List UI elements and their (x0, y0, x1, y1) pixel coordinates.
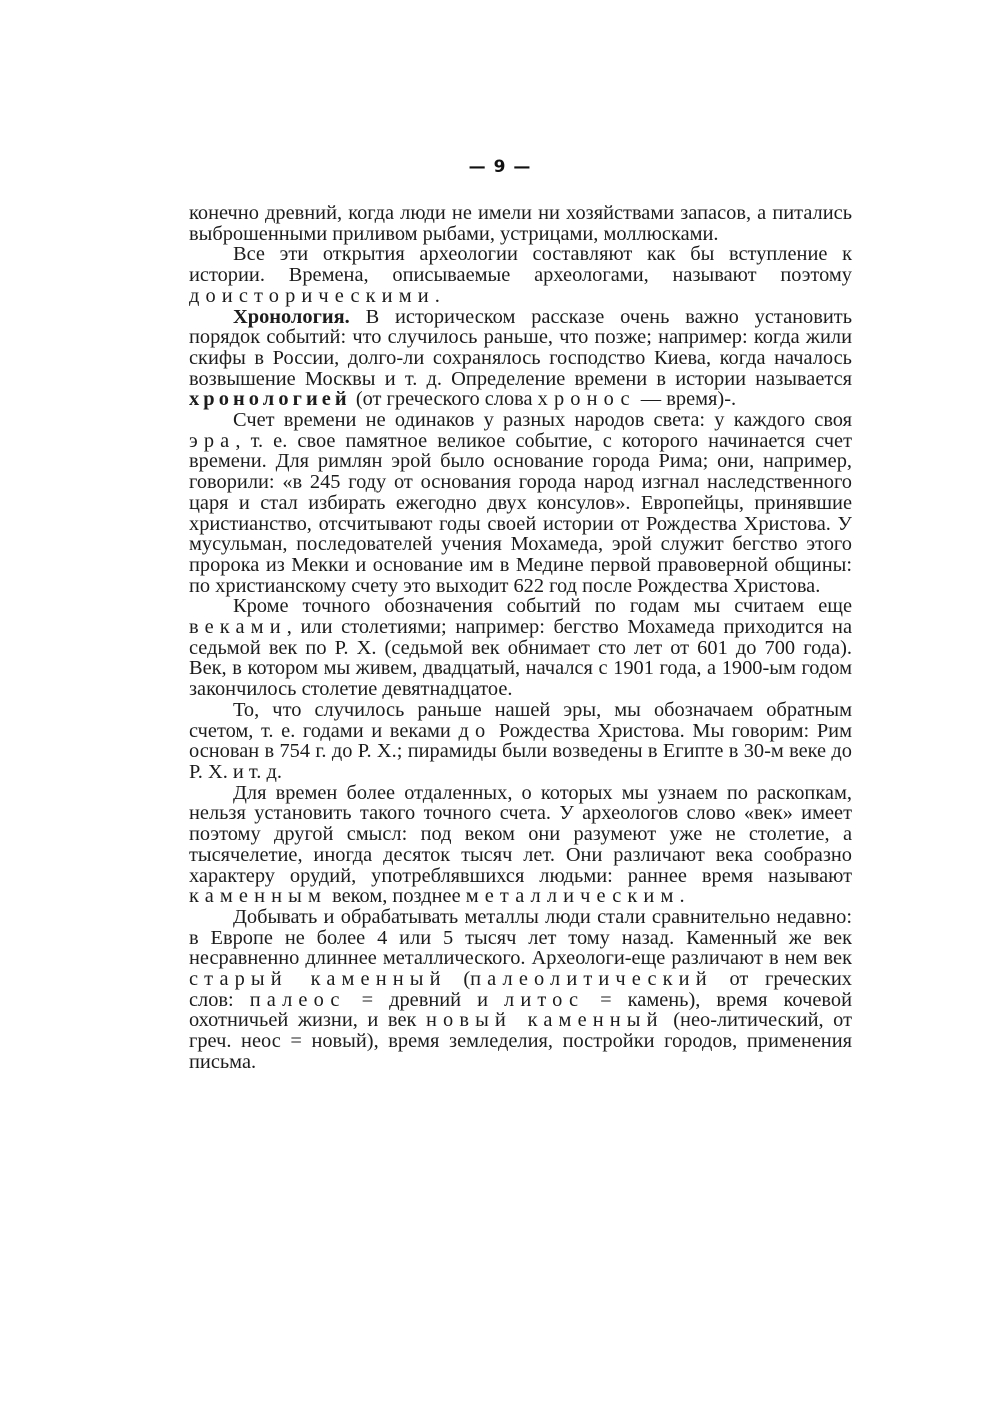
text-run: . (679, 885, 685, 908)
text-run: Добывать и обрабатывать металлы люди стали сравнительно недавно: в Европе не более 4 или 5 тысяч лет тому назад. Каменный же век несравненно длиннее металлического. Археологи-еще различают в нем век (189, 905, 852, 970)
paragraph (189, 203, 852, 244)
text-run: . (434, 284, 440, 307)
spaced-term: хронос (537, 388, 636, 411)
text-run: Рождества Христова. Мы говорим: Рим основан в 754 г. до Р. Х.; пирамиды были возведены в Египте в 30-м веке до Р. Х. и т. д. (189, 719, 852, 783)
spaced-term: веками (189, 616, 287, 639)
spaced-term: каменным (189, 885, 327, 908)
text-run: = древний и (345, 988, 505, 1011)
emphasized-term: хронологией (189, 388, 351, 411)
text-run: = камень), время кочевой охотничьей жизни, и век (189, 988, 853, 1032)
text-run: , или столетиями; например: бегство Мохамеда приходится на седьмой век по Р. Х. (седьмой век обнимает сто лет от 601 до 700 года). Век, в котором мы живем, двадцатый, начался с 1901 года, а 1900-ым годом закончилось столетие девятнадцатое. (189, 616, 852, 701)
text-run: В историческом рассказе очень важно установить порядок событий: что случилось раньше, что позже; например: когда жили скифы в России, долго-ли сохранялось господство Киева, когда началось возвышение Москвы и т. д. Определение времени в истории называется (189, 305, 852, 390)
paragraph (189, 244, 852, 306)
spaced-term: до (458, 719, 492, 742)
text-run: Счет времени не одинаков у разных народов света: у каждого своя (233, 409, 852, 432)
text-run: Кроме точного обозначения событий по годам мы считаем еще (233, 595, 852, 618)
page-number: — 9 — (468, 157, 532, 177)
paragraph (189, 410, 852, 596)
text-run: от греческих слов: (189, 968, 852, 1011)
spaced-term: литос (504, 988, 585, 1011)
text-run: (нео-литический, от греч. неос = новый), время земледелия, постройки городов, применения письма. (189, 1009, 853, 1073)
text-run: Все эти открытия археологии составляют как бы вступление к истории. Времена, описываемые археологами, называют поэтому (189, 243, 852, 287)
spaced-term: доисторическими (189, 284, 435, 307)
spaced-term: эра (189, 429, 236, 452)
paragraph (189, 700, 852, 783)
paragraph (189, 596, 852, 700)
paragraph (189, 783, 852, 907)
spaced-term: новый каменный (426, 1009, 664, 1032)
text-run: (от греческого слова (350, 388, 538, 411)
spaced-term: палеос (249, 988, 346, 1011)
text-run: ( (446, 968, 471, 991)
text-run: — время)-. (635, 388, 737, 411)
text-run: , т. е. свое памятное великое событие, с которого начинается счет времени. Для римлян эрой было основание города Рима; они, например, говорили: «в 245 году от основания города народ изгнал наследственного царя и стал избирать ежегодно двух консулов». Европейцы, принявшие христианство, отсчитывают годы своей истории от Рождества Христова. У мусульман, последователей учения Мохамеда, эрой служит бегство этого пророка из Мекки и основание им в Медине первой правоверной общины: по христианскому счету это выходит 622 год после Рождества Христова. (189, 429, 852, 597)
text-run: Для времен более отдаленных, о которых мы узнаем по раскопкам, нельзя установить такого точного счета. У археологов слово «век» имеет поэтому другой смысл: под веком они разумеют уже не столетие, а тысячелетие, иногда десяток тысяч лет. Они различают века сообразно характеру орудий, употреблявшихся людьми: раннее время называют (189, 781, 852, 887)
section-heading: Хронология. (233, 305, 350, 328)
body-text (189, 203, 852, 1073)
spaced-term: старый каменный (189, 968, 447, 991)
paragraph (189, 907, 852, 1073)
text-run: веком, позднее (327, 885, 466, 908)
paragraph (189, 307, 852, 411)
spaced-term: металлическим (465, 885, 680, 908)
text-run: конечно древний, когда люди не имели ни хозяйствами запасов, а питались выброшенными приливом рыбами, устрицами, моллюсками. (189, 202, 852, 245)
spaced-term: палеолитический (470, 968, 713, 991)
text-run: То, что случилось раньше нашей эры, мы обозначаем обратным счетом, т. е. годами и веками (189, 698, 852, 742)
